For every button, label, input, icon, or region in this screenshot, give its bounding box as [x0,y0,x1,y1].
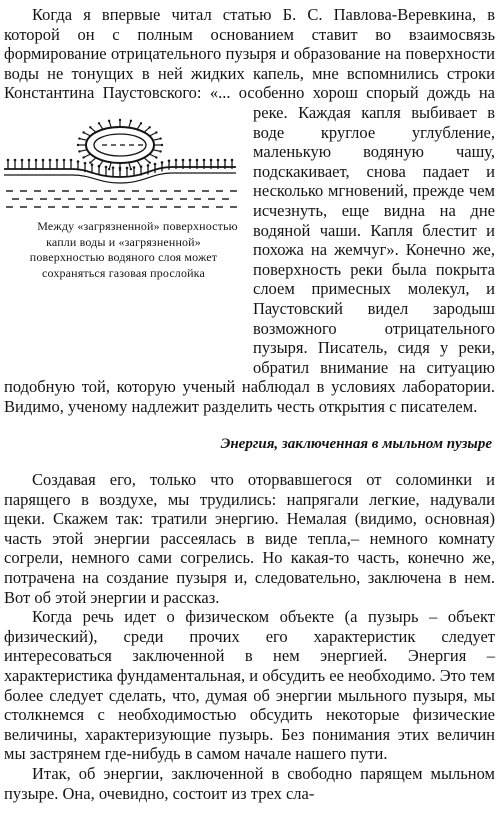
drop-on-water-surface-diagram-icon [2,117,238,215]
section-paragraph-1: Создавая его, только что оторвавшегося от соломинки и парящего в воздухе, мы трудились: напрягали легкие, надували щеки. Скажем так: тратили энергию. Немалая (видимо, основная) часть этой энергии рассеялась в виде тепла,– немного комнату согрели, немного сами согрелись. Но какая-то часть, конечно же, потрачена на создание пузыря и, следовательно, заключена в нем. Вот об этой энергии и рассказ. [4,470,495,607]
intro-text-before-figure: Когда я впервые читал статью Б. С. Павлова-Веревкина, в которой он с полным основанием ставит во взаимосвязь формирование отрицательного пузыря и образование на поверхности воды не тонущих в ней жидких капель, мне вспомнились строки Константина Паустовского: «... особенно хорош спорый дождь на реке. [4,5,495,122]
figure-caption: Между «загрязненной» поверхностью капли воды и «загрязненной» поверхностью водяного слоя может сохраняться газовая прослойка [29,218,238,280]
figure [0,103,245,363]
intro-block [4,5,495,416]
section-heading: Энергия, заключенная в мыльном пузыре [220,436,492,452]
section-paragraph-3: Итак, об энергии, заключенной в свободно парящем мыльном пузыре. Она, очевидно, состоит из трех сла- [4,763,495,803]
intro-paragraph [4,5,495,416]
section-paragraph-2: Когда речь идет о физическом объекте (а пузырь – объект физический), среди прочих его характеристик следует интересоваться заключенной в нем энергией. Энергия – характеристика фундаментальная, и обсудить ее необходимо. Это тем более следует сделать, что, думая об энергии мыльного пузыря, мы столкнемся с необходимостью обсудить некоторые физические величины, характеризующие пузырь. Без понимания этих величин мы застрянем где-нибудь в самом начале нашего пути. [4,607,495,764]
section-body [4,470,495,803]
intro-text-after-figure: Каждая капля выбивает в воде круглое углубление, маленькую водяную чашу, подскакивает, снова падает и несколько мгновений, прежде чем исчезнуть, еще видна на дне водяной чаши. Капля блестит и похожа на жемчуг». Конечно же, поверхность реки была покрыта слоем примесных молекул, и Паустовский видел зародыш возможного отрицательного пузыря. Писатель, сидя у реки, обратил внимание на ситуацию подобную той, которую ученый наблюдал в условиях лаборатории. Видимо, ученому надлежит разделить честь открытия с писателем. [4,102,495,416]
